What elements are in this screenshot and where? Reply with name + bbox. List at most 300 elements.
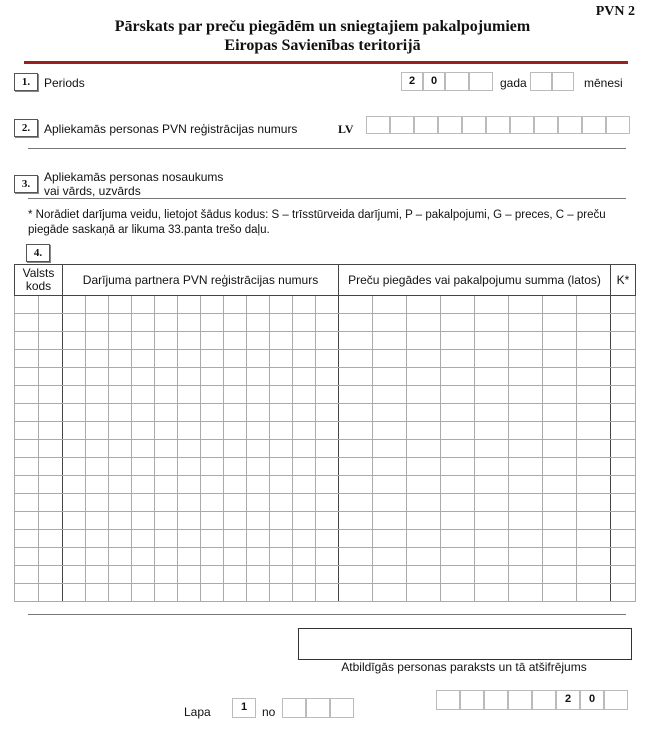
- vat-digit[interactable]: [558, 116, 582, 134]
- table-cell[interactable]: [86, 512, 109, 530]
- table-cell[interactable]: [86, 494, 109, 512]
- table-cell[interactable]: [109, 386, 132, 404]
- table-cell[interactable]: [155, 512, 178, 530]
- table-cell[interactable]: [201, 404, 224, 422]
- date-digit[interactable]: [604, 690, 628, 710]
- date-input[interactable]: [436, 690, 628, 710]
- table-cell[interactable]: [407, 512, 441, 530]
- table-cell[interactable]: [63, 512, 86, 530]
- table-cell[interactable]: [316, 584, 339, 602]
- table-cell[interactable]: [373, 404, 407, 422]
- table-cell[interactable]: [316, 530, 339, 548]
- table-cell[interactable]: [63, 494, 86, 512]
- table-cell[interactable]: [86, 566, 109, 584]
- month-digit-1[interactable]: [530, 72, 552, 91]
- table-cell[interactable]: [178, 386, 201, 404]
- table-cell[interactable]: [339, 476, 373, 494]
- table-cell[interactable]: [224, 350, 247, 368]
- table-cell[interactable]: [475, 386, 509, 404]
- table-cell[interactable]: [86, 350, 109, 368]
- table-cell[interactable]: [39, 512, 63, 530]
- table-cell[interactable]: [611, 422, 636, 440]
- table-cell[interactable]: [15, 368, 39, 386]
- table-cell[interactable]: [509, 386, 543, 404]
- table-cell[interactable]: [407, 422, 441, 440]
- table-cell[interactable]: [316, 548, 339, 566]
- table-cell[interactable]: [15, 512, 39, 530]
- table-cell[interactable]: [339, 332, 373, 350]
- table-cell[interactable]: [63, 350, 86, 368]
- table-cell[interactable]: [178, 494, 201, 512]
- table-cell[interactable]: [441, 548, 475, 566]
- table-cell[interactable]: [441, 422, 475, 440]
- table-cell[interactable]: [201, 440, 224, 458]
- table-cell[interactable]: [39, 296, 63, 314]
- table-cell[interactable]: [293, 476, 316, 494]
- table-cell[interactable]: [224, 422, 247, 440]
- table-cell[interactable]: [339, 368, 373, 386]
- table-cell[interactable]: [86, 296, 109, 314]
- page-total-input[interactable]: [282, 698, 354, 718]
- table-cell[interactable]: [611, 548, 636, 566]
- table-cell[interactable]: [15, 350, 39, 368]
- table-cell[interactable]: [109, 494, 132, 512]
- table-cell[interactable]: [293, 584, 316, 602]
- table-cell[interactable]: [155, 548, 178, 566]
- table-cell[interactable]: [15, 458, 39, 476]
- table-cell[interactable]: [407, 332, 441, 350]
- table-cell[interactable]: [407, 440, 441, 458]
- table-cell[interactable]: [611, 584, 636, 602]
- table-cell[interactable]: [178, 422, 201, 440]
- date-digit[interactable]: 0: [580, 690, 604, 710]
- table-cell[interactable]: [247, 548, 270, 566]
- table-cell[interactable]: [224, 440, 247, 458]
- table-cell[interactable]: [132, 440, 155, 458]
- table-cell[interactable]: [316, 314, 339, 332]
- table-cell[interactable]: [178, 350, 201, 368]
- vat-digit[interactable]: [582, 116, 606, 134]
- table-cell[interactable]: [63, 404, 86, 422]
- table-cell[interactable]: [155, 332, 178, 350]
- table-cell[interactable]: [475, 422, 509, 440]
- table-cell[interactable]: [316, 566, 339, 584]
- table-cell[interactable]: [475, 440, 509, 458]
- table-cell[interactable]: [373, 476, 407, 494]
- table-cell[interactable]: [224, 548, 247, 566]
- table-cell[interactable]: [247, 332, 270, 350]
- table-cell[interactable]: [611, 566, 636, 584]
- table-cell[interactable]: [15, 584, 39, 602]
- table-cell[interactable]: [155, 404, 178, 422]
- table-cell[interactable]: [316, 404, 339, 422]
- table-cell[interactable]: [316, 368, 339, 386]
- table-cell[interactable]: [509, 314, 543, 332]
- table-cell[interactable]: [201, 566, 224, 584]
- table-cell[interactable]: [86, 332, 109, 350]
- table-cell[interactable]: [441, 332, 475, 350]
- table-cell[interactable]: [63, 332, 86, 350]
- table-cell[interactable]: [224, 566, 247, 584]
- table-cell[interactable]: [543, 422, 577, 440]
- table-cell[interactable]: [63, 368, 86, 386]
- table-cell[interactable]: [339, 440, 373, 458]
- table-cell[interactable]: [15, 548, 39, 566]
- table-cell[interactable]: [155, 386, 178, 404]
- table-cell[interactable]: [155, 476, 178, 494]
- table-cell[interactable]: [509, 422, 543, 440]
- vat-digit[interactable]: [390, 116, 414, 134]
- table-cell[interactable]: [86, 404, 109, 422]
- table-cell[interactable]: [270, 404, 293, 422]
- table-cell[interactable]: [293, 404, 316, 422]
- table-cell[interactable]: [109, 440, 132, 458]
- table-cell[interactable]: [543, 512, 577, 530]
- table-cell[interactable]: [201, 386, 224, 404]
- table-cell[interactable]: [86, 548, 109, 566]
- table-cell[interactable]: [178, 458, 201, 476]
- table-cell[interactable]: [611, 458, 636, 476]
- table-cell[interactable]: [86, 314, 109, 332]
- table-cell[interactable]: [577, 530, 611, 548]
- table-cell[interactable]: [475, 584, 509, 602]
- table-cell[interactable]: [293, 332, 316, 350]
- table-cell[interactable]: [15, 422, 39, 440]
- table-cell[interactable]: [15, 386, 39, 404]
- table-cell[interactable]: [15, 404, 39, 422]
- table-cell[interactable]: [39, 440, 63, 458]
- table-cell[interactable]: [39, 494, 63, 512]
- table-cell[interactable]: [611, 332, 636, 350]
- table-cell[interactable]: [39, 458, 63, 476]
- table-cell[interactable]: [224, 530, 247, 548]
- table-cell[interactable]: [339, 494, 373, 512]
- table-cell[interactable]: [201, 512, 224, 530]
- table-cell[interactable]: [224, 584, 247, 602]
- page-total-digit-1[interactable]: [282, 698, 306, 718]
- table-cell[interactable]: [475, 350, 509, 368]
- table-cell[interactable]: [577, 386, 611, 404]
- table-cell[interactable]: [39, 368, 63, 386]
- table-cell[interactable]: [270, 494, 293, 512]
- table-cell[interactable]: [247, 350, 270, 368]
- table-cell[interactable]: [201, 476, 224, 494]
- table-cell[interactable]: [155, 314, 178, 332]
- table-cell[interactable]: [611, 476, 636, 494]
- table-cell[interactable]: [475, 476, 509, 494]
- table-cell[interactable]: [543, 584, 577, 602]
- table-cell[interactable]: [611, 494, 636, 512]
- year-digit-2[interactable]: 0: [423, 72, 445, 91]
- table-cell[interactable]: [270, 530, 293, 548]
- table-cell[interactable]: [201, 548, 224, 566]
- table-cell[interactable]: [63, 440, 86, 458]
- table-cell[interactable]: [475, 332, 509, 350]
- table-cell[interactable]: [109, 530, 132, 548]
- table-cell[interactable]: [132, 386, 155, 404]
- table-cell[interactable]: [224, 476, 247, 494]
- table-cell[interactable]: [441, 458, 475, 476]
- table-cell[interactable]: [316, 440, 339, 458]
- table-cell[interactable]: [441, 512, 475, 530]
- table-cell[interactable]: [63, 314, 86, 332]
- table-cell[interactable]: [178, 332, 201, 350]
- date-digit[interactable]: [436, 690, 460, 710]
- table-cell[interactable]: [86, 530, 109, 548]
- table-cell[interactable]: [178, 530, 201, 548]
- table-cell[interactable]: [270, 296, 293, 314]
- table-cell[interactable]: [373, 440, 407, 458]
- table-cell[interactable]: [247, 494, 270, 512]
- table-cell[interactable]: [178, 404, 201, 422]
- table-cell[interactable]: [15, 314, 39, 332]
- table-cell[interactable]: [178, 512, 201, 530]
- table-cell[interactable]: [509, 530, 543, 548]
- table-cell[interactable]: [15, 440, 39, 458]
- table-cell[interactable]: [132, 332, 155, 350]
- table-cell[interactable]: [577, 350, 611, 368]
- vat-digit[interactable]: [510, 116, 534, 134]
- table-cell[interactable]: [293, 386, 316, 404]
- table-cell[interactable]: [293, 314, 316, 332]
- table-cell[interactable]: [611, 404, 636, 422]
- table-cell[interactable]: [224, 404, 247, 422]
- table-cell[interactable]: [407, 314, 441, 332]
- table-cell[interactable]: [543, 476, 577, 494]
- table-cell[interactable]: [109, 314, 132, 332]
- table-cell[interactable]: [15, 566, 39, 584]
- table-cell[interactable]: [543, 332, 577, 350]
- table-cell[interactable]: [611, 440, 636, 458]
- table-cell[interactable]: [577, 440, 611, 458]
- date-digit[interactable]: [508, 690, 532, 710]
- table-cell[interactable]: [178, 440, 201, 458]
- table-cell[interactable]: [316, 476, 339, 494]
- table-cell[interactable]: [132, 584, 155, 602]
- table-cell[interactable]: [132, 476, 155, 494]
- table-cell[interactable]: [270, 368, 293, 386]
- table-cell[interactable]: [577, 314, 611, 332]
- page-current[interactable]: 1: [232, 698, 256, 718]
- year-digit-4[interactable]: [469, 72, 493, 91]
- table-cell[interactable]: [373, 422, 407, 440]
- table-cell[interactable]: [339, 548, 373, 566]
- table-cell[interactable]: [270, 476, 293, 494]
- table-cell[interactable]: [132, 530, 155, 548]
- table-cell[interactable]: [39, 350, 63, 368]
- table-cell[interactable]: [407, 368, 441, 386]
- table-cell[interactable]: [577, 404, 611, 422]
- table-cell[interactable]: [373, 386, 407, 404]
- table-cell[interactable]: [441, 476, 475, 494]
- table-cell[interactable]: [15, 494, 39, 512]
- table-cell[interactable]: [441, 494, 475, 512]
- table-cell[interactable]: [224, 332, 247, 350]
- table-cell[interactable]: [339, 422, 373, 440]
- month-digit-2[interactable]: [552, 72, 574, 91]
- vat-digit[interactable]: [438, 116, 462, 134]
- table-cell[interactable]: [109, 296, 132, 314]
- table-cell[interactable]: [39, 476, 63, 494]
- table-cell[interactable]: [201, 296, 224, 314]
- table-cell[interactable]: [155, 296, 178, 314]
- table-cell[interactable]: [224, 494, 247, 512]
- table-cell[interactable]: [475, 512, 509, 530]
- page-total-digit-3[interactable]: [330, 698, 354, 718]
- table-cell[interactable]: [293, 548, 316, 566]
- table-cell[interactable]: [109, 476, 132, 494]
- table-cell[interactable]: [407, 566, 441, 584]
- table-cell[interactable]: [509, 512, 543, 530]
- table-cell[interactable]: [270, 584, 293, 602]
- table-cell[interactable]: [543, 386, 577, 404]
- table-cell[interactable]: [15, 296, 39, 314]
- table-cell[interactable]: [39, 422, 63, 440]
- table-cell[interactable]: [270, 548, 293, 566]
- table-cell[interactable]: [63, 530, 86, 548]
- table-cell[interactable]: [270, 350, 293, 368]
- table-cell[interactable]: [475, 566, 509, 584]
- table-cell[interactable]: [178, 584, 201, 602]
- table-cell[interactable]: [543, 458, 577, 476]
- table-cell[interactable]: [339, 314, 373, 332]
- table-cell[interactable]: [611, 386, 636, 404]
- table-cell[interactable]: [15, 530, 39, 548]
- table-cell[interactable]: [63, 476, 86, 494]
- table-cell[interactable]: [270, 512, 293, 530]
- table-cell[interactable]: [247, 386, 270, 404]
- vat-digit[interactable]: [462, 116, 486, 134]
- table-cell[interactable]: [109, 422, 132, 440]
- table-cell[interactable]: [475, 296, 509, 314]
- table-cell[interactable]: [86, 458, 109, 476]
- table-cell[interactable]: [63, 386, 86, 404]
- table-cell[interactable]: [577, 296, 611, 314]
- table-cell[interactable]: [247, 404, 270, 422]
- table-cell[interactable]: [247, 476, 270, 494]
- page-current-input[interactable]: [232, 698, 256, 718]
- table-cell[interactable]: [109, 512, 132, 530]
- table-cell[interactable]: [270, 314, 293, 332]
- year-digit-1[interactable]: 2: [401, 72, 423, 91]
- table-cell[interactable]: [224, 296, 247, 314]
- vat-digit[interactable]: [414, 116, 438, 134]
- table-cell[interactable]: [373, 296, 407, 314]
- table-cell[interactable]: [132, 296, 155, 314]
- table-cell[interactable]: [441, 440, 475, 458]
- table-cell[interactable]: [109, 548, 132, 566]
- table-cell[interactable]: [63, 458, 86, 476]
- table-cell[interactable]: [86, 584, 109, 602]
- table-cell[interactable]: [611, 530, 636, 548]
- table-cell[interactable]: [509, 494, 543, 512]
- table-cell[interactable]: [509, 440, 543, 458]
- table-cell[interactable]: [577, 494, 611, 512]
- table-cell[interactable]: [441, 566, 475, 584]
- table-cell[interactable]: [247, 512, 270, 530]
- table-cell[interactable]: [132, 458, 155, 476]
- table-cell[interactable]: [132, 368, 155, 386]
- table-cell[interactable]: [407, 476, 441, 494]
- table-cell[interactable]: [543, 368, 577, 386]
- table-cell[interactable]: [293, 512, 316, 530]
- table-cell[interactable]: [316, 386, 339, 404]
- table-cell[interactable]: [132, 494, 155, 512]
- table-cell[interactable]: [178, 476, 201, 494]
- table-cell[interactable]: [543, 548, 577, 566]
- table-cell[interactable]: [178, 314, 201, 332]
- table-cell[interactable]: [155, 440, 178, 458]
- table-cell[interactable]: [509, 368, 543, 386]
- table-cell[interactable]: [373, 368, 407, 386]
- table-cell[interactable]: [293, 530, 316, 548]
- table-cell[interactable]: [441, 386, 475, 404]
- table-cell[interactable]: [224, 386, 247, 404]
- table-cell[interactable]: [155, 584, 178, 602]
- table-cell[interactable]: [270, 386, 293, 404]
- table-cell[interactable]: [201, 314, 224, 332]
- table-cell[interactable]: [201, 368, 224, 386]
- table-cell[interactable]: [509, 404, 543, 422]
- table-cell[interactable]: [509, 584, 543, 602]
- table-cell[interactable]: [15, 332, 39, 350]
- table-cell[interactable]: [109, 368, 132, 386]
- table-cell[interactable]: [247, 368, 270, 386]
- table-cell[interactable]: [293, 350, 316, 368]
- table-cell[interactable]: [577, 566, 611, 584]
- table-cell[interactable]: [39, 314, 63, 332]
- table-cell[interactable]: [339, 296, 373, 314]
- vat-number-input[interactable]: [366, 116, 630, 134]
- table-cell[interactable]: [39, 530, 63, 548]
- table-cell[interactable]: [109, 584, 132, 602]
- table-cell[interactable]: [39, 332, 63, 350]
- table-cell[interactable]: [247, 458, 270, 476]
- table-cell[interactable]: [201, 422, 224, 440]
- table-cell[interactable]: [109, 458, 132, 476]
- table-cell[interactable]: [201, 494, 224, 512]
- table-cell[interactable]: [509, 548, 543, 566]
- table-cell[interactable]: [577, 512, 611, 530]
- table-cell[interactable]: [373, 566, 407, 584]
- table-cell[interactable]: [407, 404, 441, 422]
- table-cell[interactable]: [611, 314, 636, 332]
- table-cell[interactable]: [441, 350, 475, 368]
- table-cell[interactable]: [224, 458, 247, 476]
- table-cell[interactable]: [201, 458, 224, 476]
- table-cell[interactable]: [373, 314, 407, 332]
- table-cell[interactable]: [155, 566, 178, 584]
- table-cell[interactable]: [155, 530, 178, 548]
- table-cell[interactable]: [109, 404, 132, 422]
- table-cell[interactable]: [201, 530, 224, 548]
- table-cell[interactable]: [339, 512, 373, 530]
- table-cell[interactable]: [201, 332, 224, 350]
- table-cell[interactable]: [293, 368, 316, 386]
- table-cell[interactable]: [407, 584, 441, 602]
- table-cell[interactable]: [543, 404, 577, 422]
- table-cell[interactable]: [86, 422, 109, 440]
- table-cell[interactable]: [39, 548, 63, 566]
- table-cell[interactable]: [316, 494, 339, 512]
- table-cell[interactable]: [373, 350, 407, 368]
- table-cell[interactable]: [247, 566, 270, 584]
- table-cell[interactable]: [293, 422, 316, 440]
- table-cell[interactable]: [339, 350, 373, 368]
- table-cell[interactable]: [577, 422, 611, 440]
- table-cell[interactable]: [109, 332, 132, 350]
- table-cell[interactable]: [63, 584, 86, 602]
